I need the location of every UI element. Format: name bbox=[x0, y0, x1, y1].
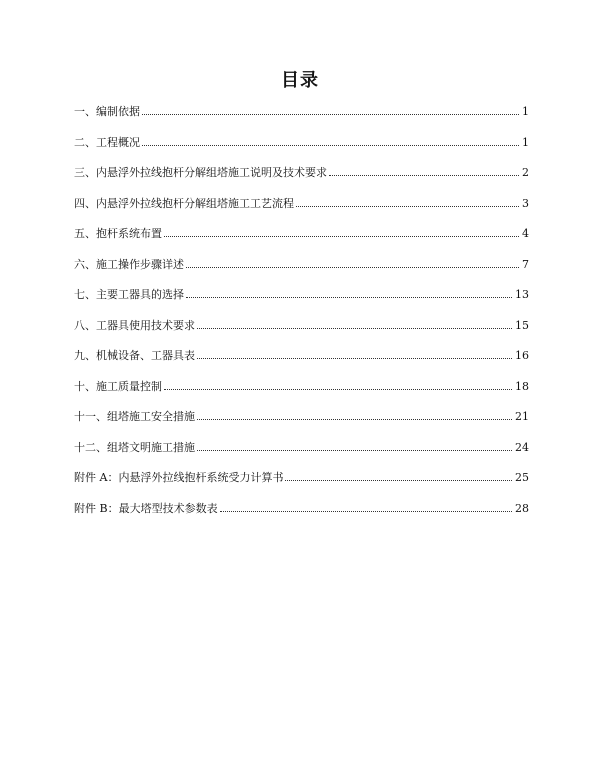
dot-leader bbox=[285, 480, 512, 481]
dot-leader bbox=[164, 236, 519, 237]
dot-leader bbox=[197, 328, 512, 329]
toc-entry[interactable] bbox=[74, 500, 529, 531]
toc-entry[interactable] bbox=[74, 225, 529, 256]
toc-entry[interactable] bbox=[74, 469, 529, 500]
toc-entry[interactable] bbox=[74, 164, 529, 195]
dot-leader bbox=[142, 114, 519, 115]
toc-entry-label: 附件 A：内悬浮外拉线抱杆系统受力计算书 bbox=[74, 471, 284, 484]
toc-entry[interactable] bbox=[74, 317, 529, 348]
toc-entry-label: 八、工器具使用技术要求 bbox=[74, 318, 195, 332]
dot-leader bbox=[197, 419, 512, 420]
toc-entry-page-number: 15 bbox=[515, 318, 529, 332]
toc-entry-label: 五、抱杆系统布置 bbox=[74, 227, 162, 240]
toc-entry[interactable] bbox=[74, 256, 529, 287]
toc-list bbox=[74, 103, 529, 530]
dot-leader bbox=[220, 511, 512, 512]
toc-entry-label: 附件 B：最大塔型技术参数表 bbox=[74, 501, 218, 515]
toc-entry-page-number: 13 bbox=[515, 288, 529, 301]
dot-leader bbox=[186, 297, 512, 298]
toc-entry-label: 一、编制依据 bbox=[74, 105, 140, 118]
dot-leader bbox=[142, 145, 519, 146]
toc-entry[interactable] bbox=[74, 408, 529, 439]
dot-leader bbox=[197, 450, 512, 451]
toc-entry-label: 四、内悬浮外拉线抱杆分解组塔施工工艺流程 bbox=[74, 196, 294, 210]
toc-entry[interactable] bbox=[74, 439, 529, 470]
toc-entry-label: 十一、组塔施工安全措施 bbox=[74, 410, 195, 423]
toc-entry[interactable] bbox=[74, 103, 529, 134]
toc-entry-page-number: 21 bbox=[515, 410, 529, 423]
toc-title: 目录 bbox=[281, 70, 319, 91]
toc-entry-page-number: 1 bbox=[522, 135, 529, 149]
toc-entry-label: 三、内悬浮外拉线抱杆分解组塔施工说明及技术要求 bbox=[74, 166, 327, 179]
toc-entry-page-number: 28 bbox=[515, 501, 529, 515]
toc-entry-label: 十二、组塔文明施工措施 bbox=[74, 440, 195, 454]
toc-entry-page-number: 7 bbox=[522, 257, 529, 271]
dot-leader bbox=[296, 206, 519, 207]
dot-leader bbox=[186, 267, 519, 268]
toc-entry-label: 六、施工操作步骤详述 bbox=[74, 257, 184, 271]
dot-leader bbox=[197, 358, 512, 359]
toc-entry-label: 九、机械设备、工器具表 bbox=[74, 349, 195, 362]
toc-entry[interactable] bbox=[74, 195, 529, 226]
toc-entry-page-number: 2 bbox=[522, 166, 529, 179]
toc-entry[interactable] bbox=[74, 134, 529, 165]
dot-leader bbox=[329, 175, 519, 176]
toc-entry-page-number: 18 bbox=[515, 379, 529, 393]
toc-entry-page-number: 25 bbox=[515, 471, 529, 484]
toc-entry-label: 七、主要工器具的选择 bbox=[74, 288, 184, 301]
toc-entry[interactable] bbox=[74, 286, 529, 317]
toc-entry-page-number: 1 bbox=[522, 105, 529, 118]
toc-entry-page-number: 16 bbox=[515, 349, 529, 362]
toc-entry-label: 十、施工质量控制 bbox=[74, 379, 162, 393]
toc-entry-page-number: 4 bbox=[522, 227, 529, 240]
toc-entry[interactable] bbox=[74, 347, 529, 378]
toc-entry-label: 二、工程概况 bbox=[74, 135, 140, 149]
toc-entry-page-number: 24 bbox=[515, 440, 529, 454]
toc-entry-page-number: 3 bbox=[522, 196, 529, 210]
dot-leader bbox=[164, 389, 512, 390]
toc-entry[interactable] bbox=[74, 378, 529, 409]
